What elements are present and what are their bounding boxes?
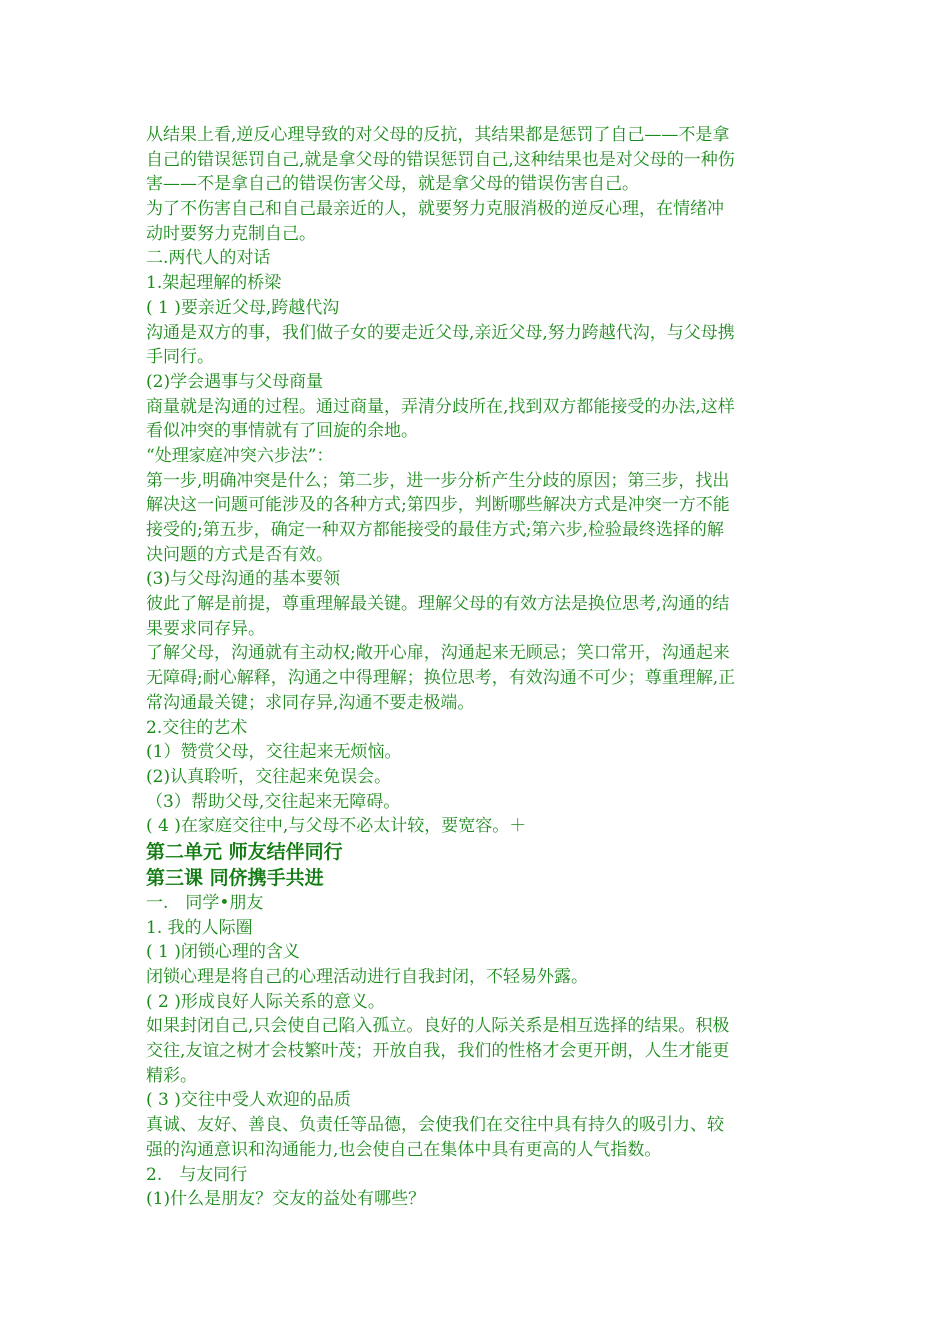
text-line: 强的沟通意识和沟通能力,也会使自己在集体中具有更高的人气指数。 xyxy=(146,1139,662,1160)
text-line: (1)什么是朋友？交友的益处有哪些？ xyxy=(146,1189,426,1210)
text-line: 自己的错误惩罚自己,就是拿父母的错误惩罚自己,这种结果也是对父母的一种伤 xyxy=(146,149,735,170)
text-line: 手同行。 xyxy=(146,347,214,368)
text-line: 果要求同存异。 xyxy=(146,618,265,639)
text-line: 为了不伤害自己和自己最亲近的人，就要努力克服消极的逆反心理，在情绪冲 xyxy=(146,199,724,220)
text-line: 如果封闭自己,只会使自己陷入孤立。良好的人际关系是相互选择的结果。积极 xyxy=(146,1016,730,1037)
text-line: “处理家庭冲突六步法”： xyxy=(146,445,334,466)
text-line: ( 4 )在家庭交往中,与父母不必太计较，要宽容。＋ xyxy=(146,816,527,837)
text-line: 二.两代人的对话 xyxy=(146,248,271,269)
text-line: ( 1 )要亲近父母,跨越代沟 xyxy=(146,297,340,318)
text-line: (1）赞赏父母，交往起来无烦恼。 xyxy=(146,742,402,763)
text-line: 无障碍;耐心解释，沟通之中得理解；换位思考，有效沟通不可少；尊重理解,正 xyxy=(146,668,736,689)
text-line: 精彩。 xyxy=(146,1065,197,1086)
text-line: 1. 我的人际圈 xyxy=(146,917,253,938)
text-line: (2)认真聆听，交往起来免误会。 xyxy=(146,766,392,787)
text-line: ( 3 )交往中受人欢迎的品质 xyxy=(146,1090,351,1111)
text-line: 害——不是拿自己的错误伤害父母，就是拿父母的错误伤害自己。 xyxy=(146,174,639,195)
text-line: 从结果上看,逆反心理导致的对父母的反抗，其结果都是惩罚了自己——不是拿 xyxy=(146,125,730,145)
text-line: (3)与父母沟通的基本要领 xyxy=(146,569,341,590)
section-heading: 第二单元 师友结伴同行 xyxy=(146,840,343,863)
text-line: 第一步,明确冲突是什么；第二步，进一步分析产生分歧的原因；第三步，找出 xyxy=(146,470,730,491)
text-line: 沟通是双方的事，我们做子女的要走近父母,亲近父母,努力跨越代沟，与父母携 xyxy=(146,322,735,343)
text-line: (2)学会遇事与父母商量 xyxy=(146,371,324,392)
text-line: 2. 与友同行 xyxy=(146,1164,248,1185)
text-line: 解决这一问题可能涉及的各种方式;第四步，判断哪些解决方式是冲突一方不能 xyxy=(146,495,730,516)
text-line: （3）帮助父母,交往起来无障碍。 xyxy=(146,791,401,812)
text-line: 商量就是沟通的过程。通过商量，弄清分歧所在,找到双方都能接受的办法,这样 xyxy=(146,396,735,417)
text-line: 了解父母，沟通就有主动权;敞开心扉，沟通起来无顾忌；笑口常开，沟通起来 xyxy=(146,643,730,664)
text-line: 真诚、友好、善良、负责任等品德，会使我们在交往中具有持久的吸引力、较 xyxy=(146,1115,724,1136)
section-heading: 第三课 同侪携手共进 xyxy=(146,866,324,889)
text-line: 接受的;第五步，确定一种双方都能接受的最佳方式;第六步,检验最终选择的解 xyxy=(146,520,724,540)
text-line: 交往,友谊之树才会枝繁叶茂；开放自我，我们的性格才会更开朗，人生才能更 xyxy=(146,1041,730,1062)
text-line: 1.架起理解的桥梁 xyxy=(146,273,282,294)
text-line: 2.交往的艺术 xyxy=(146,717,248,738)
text-line: ( 1 )闭锁心理的含义 xyxy=(146,942,300,963)
text-line: ( 2 )形成良好人际关系的意义。 xyxy=(146,991,385,1012)
text-line: 看似冲突的事情就有了回旋的余地。 xyxy=(146,421,418,442)
text-line: 动时要努力克制自己。 xyxy=(146,223,316,244)
text-line: 决问题的方式是否有效。 xyxy=(146,544,333,565)
text-line: 闭锁心理是将自己的心理活动进行自我封闭，不轻易外露。 xyxy=(146,967,588,987)
text-line: 常沟通最关键；求同存异,沟通不要走极端。 xyxy=(146,692,475,713)
text-line: 彼此了解是前提，尊重理解最关键。理解父母的有效方法是换位思考,沟通的结 xyxy=(146,594,730,615)
document-page xyxy=(146,123,816,1212)
text-line: 一. 同学•朋友 xyxy=(146,892,264,913)
